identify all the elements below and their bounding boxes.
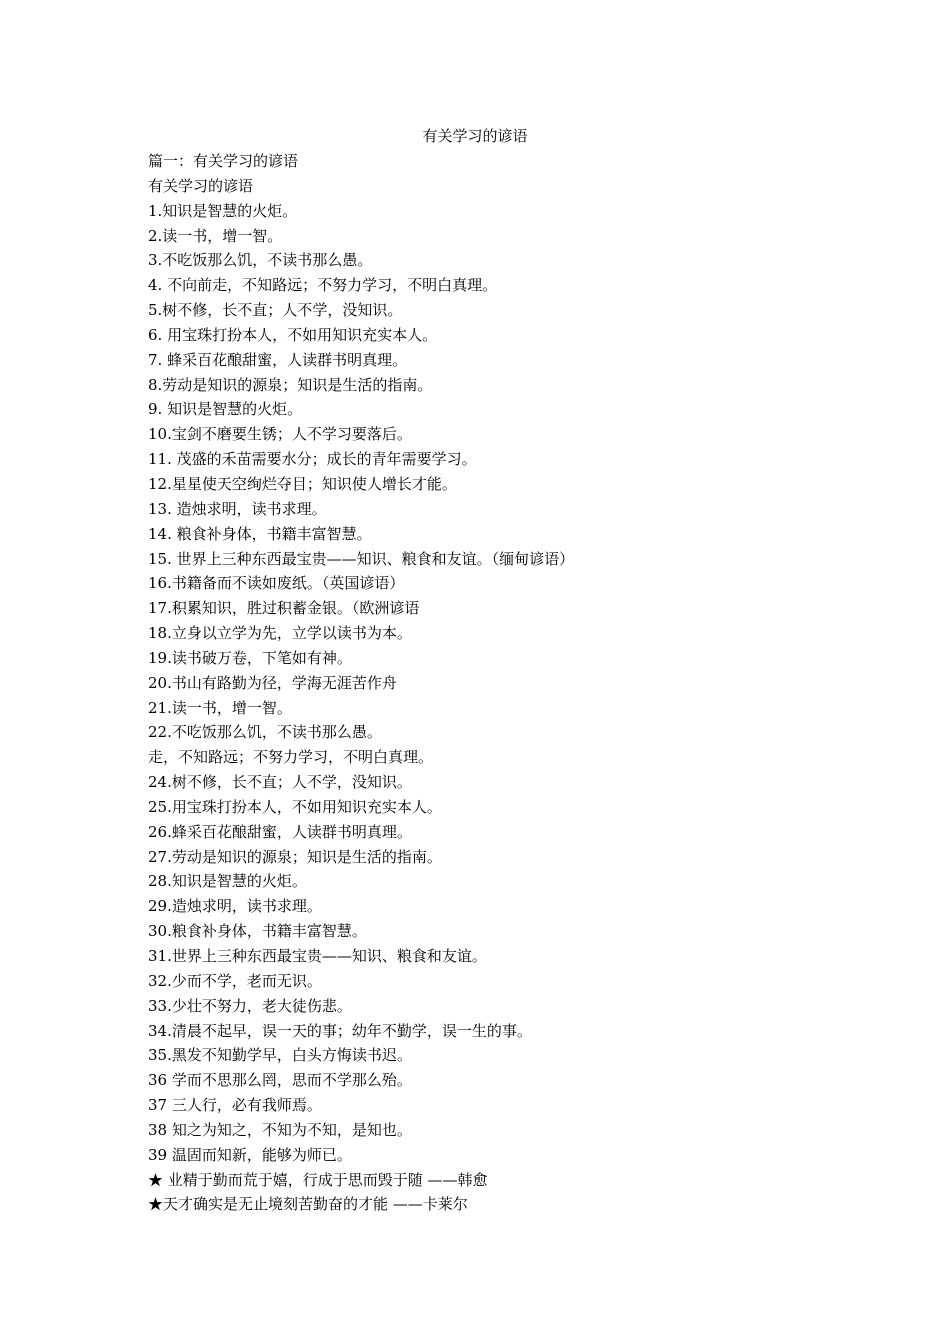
proverb-line: 35.黑发不知勤学早，白头方悔读书迟。	[148, 1046, 412, 1065]
proverb-line: 19.读书破万卷，下笔如有神。	[148, 648, 352, 667]
proverb-line: 26.蜂采百花酿甜蜜，人读群书明真理。	[148, 822, 412, 841]
proverb-line: 15. 世界上三种东西最宝贵——知识、粮食和友谊。（缅甸谚语）	[148, 549, 575, 568]
proverb-line: 7. 蜂采百花酿甜蜜，人读群书明真理。	[148, 350, 408, 369]
proverb-line: 34.清晨不起早，误一天的事；幼年不勤学，误一生的事。	[148, 1021, 532, 1040]
proverb-line: 29.造烛求明，读书求理。	[148, 897, 322, 916]
proverb-line: 6. 用宝珠打扮本人，不如用知识充实本人。	[148, 325, 438, 344]
proverb-line: 22.不吃饭那么饥，不读书那么愚。	[148, 723, 382, 742]
proverb-line: 4. 不向前走，不知路远；不努力学习，不明白真理。	[148, 276, 498, 295]
proverb-line: 39 温固而知新，能够为师已。	[148, 1145, 352, 1164]
proverb-line: 27.劳动是知识的源泉；知识是生活的指南。	[148, 847, 442, 866]
proverb-line: 18.立身以立学为先，立学以读书为本。	[148, 624, 412, 643]
proverb-line: 30.粮食补身体，书籍丰富智慧。	[148, 922, 367, 941]
proverb-line: 13. 造烛求明，读书求理。	[148, 499, 327, 518]
document-title: 有关学习的谚语	[422, 127, 528, 145]
proverb-line: 11. 茂盛的禾苗需要水分；成长的青年需要学习。	[148, 450, 477, 469]
proverb-line: 32.少而不学，老而无识。	[148, 971, 322, 990]
proverb-line: 2.读一书，增一智。	[148, 226, 283, 245]
proverb-line: 38 知之为知之，不知为不知，是知也。	[148, 1120, 412, 1139]
proverb-line: 31.世界上三种东西最宝贵——知识、粮食和友谊。	[148, 947, 487, 965]
proverb-line: 28.知识是智慧的火炬。	[148, 872, 307, 891]
subheading: 有关学习的谚语	[148, 176, 254, 195]
proverb-line: 21.读一书，增一智。	[148, 698, 292, 717]
proverb-line: 9. 知识是智慧的火炬。	[148, 400, 303, 419]
quote-line: ★天才确实是无止境刻苦勤奋的才能 ——卡莱尔	[148, 1195, 468, 1214]
proverb-line: 1.知识是智慧的火炬。	[148, 201, 298, 220]
proverb-line: 5.树不修，长不直；人不学，没知识。	[148, 301, 403, 320]
section-heading: 篇一：有关学习的谚语	[148, 152, 299, 170]
proverb-line: 33.少壮不努力，老大徒伤悲。	[148, 996, 352, 1015]
proverb-line: 走，不知路远；不努力学习，不明白真理。	[148, 748, 434, 767]
proverb-line: 14. 粮食补身体，书籍丰富智慧。	[148, 524, 372, 543]
proverb-line: 17.积累知识，胜过积蓄金银。（欧洲谚语	[148, 599, 420, 618]
proverb-line: 10.宝剑不磨要生锈；人不学习要落后。	[148, 425, 412, 444]
proverb-line: 16.书籍备而不读如废纸。（英国谚语）	[148, 574, 405, 593]
proverb-line: 24.树不修，长不直；人不学，没知识。	[148, 773, 412, 792]
proverb-line: 3.不吃饭那么饥，不读书那么愚。	[148, 251, 373, 270]
proverb-line: 37 三人行，必有我师焉。	[148, 1096, 322, 1115]
document-body	[148, 151, 848, 1219]
proverb-line: 20.书山有路勤为径，学海无涯苦作舟	[148, 673, 397, 692]
proverb-line: 25.用宝珠打扮本人，不如用知识充实本人。	[148, 797, 442, 816]
proverb-line: 8.劳动是知识的源泉；知识是生活的指南。	[148, 375, 433, 394]
quote-line: ★ 业精于勤而荒于嬉，行成于思而毁于随 ——韩愈	[148, 1170, 488, 1189]
proverb-line: 36 学而不思那么罔，思而不学那么殆。	[148, 1071, 412, 1090]
proverb-line: 12.星星使天空绚烂夺目；知识使人增长才能。	[148, 474, 457, 493]
